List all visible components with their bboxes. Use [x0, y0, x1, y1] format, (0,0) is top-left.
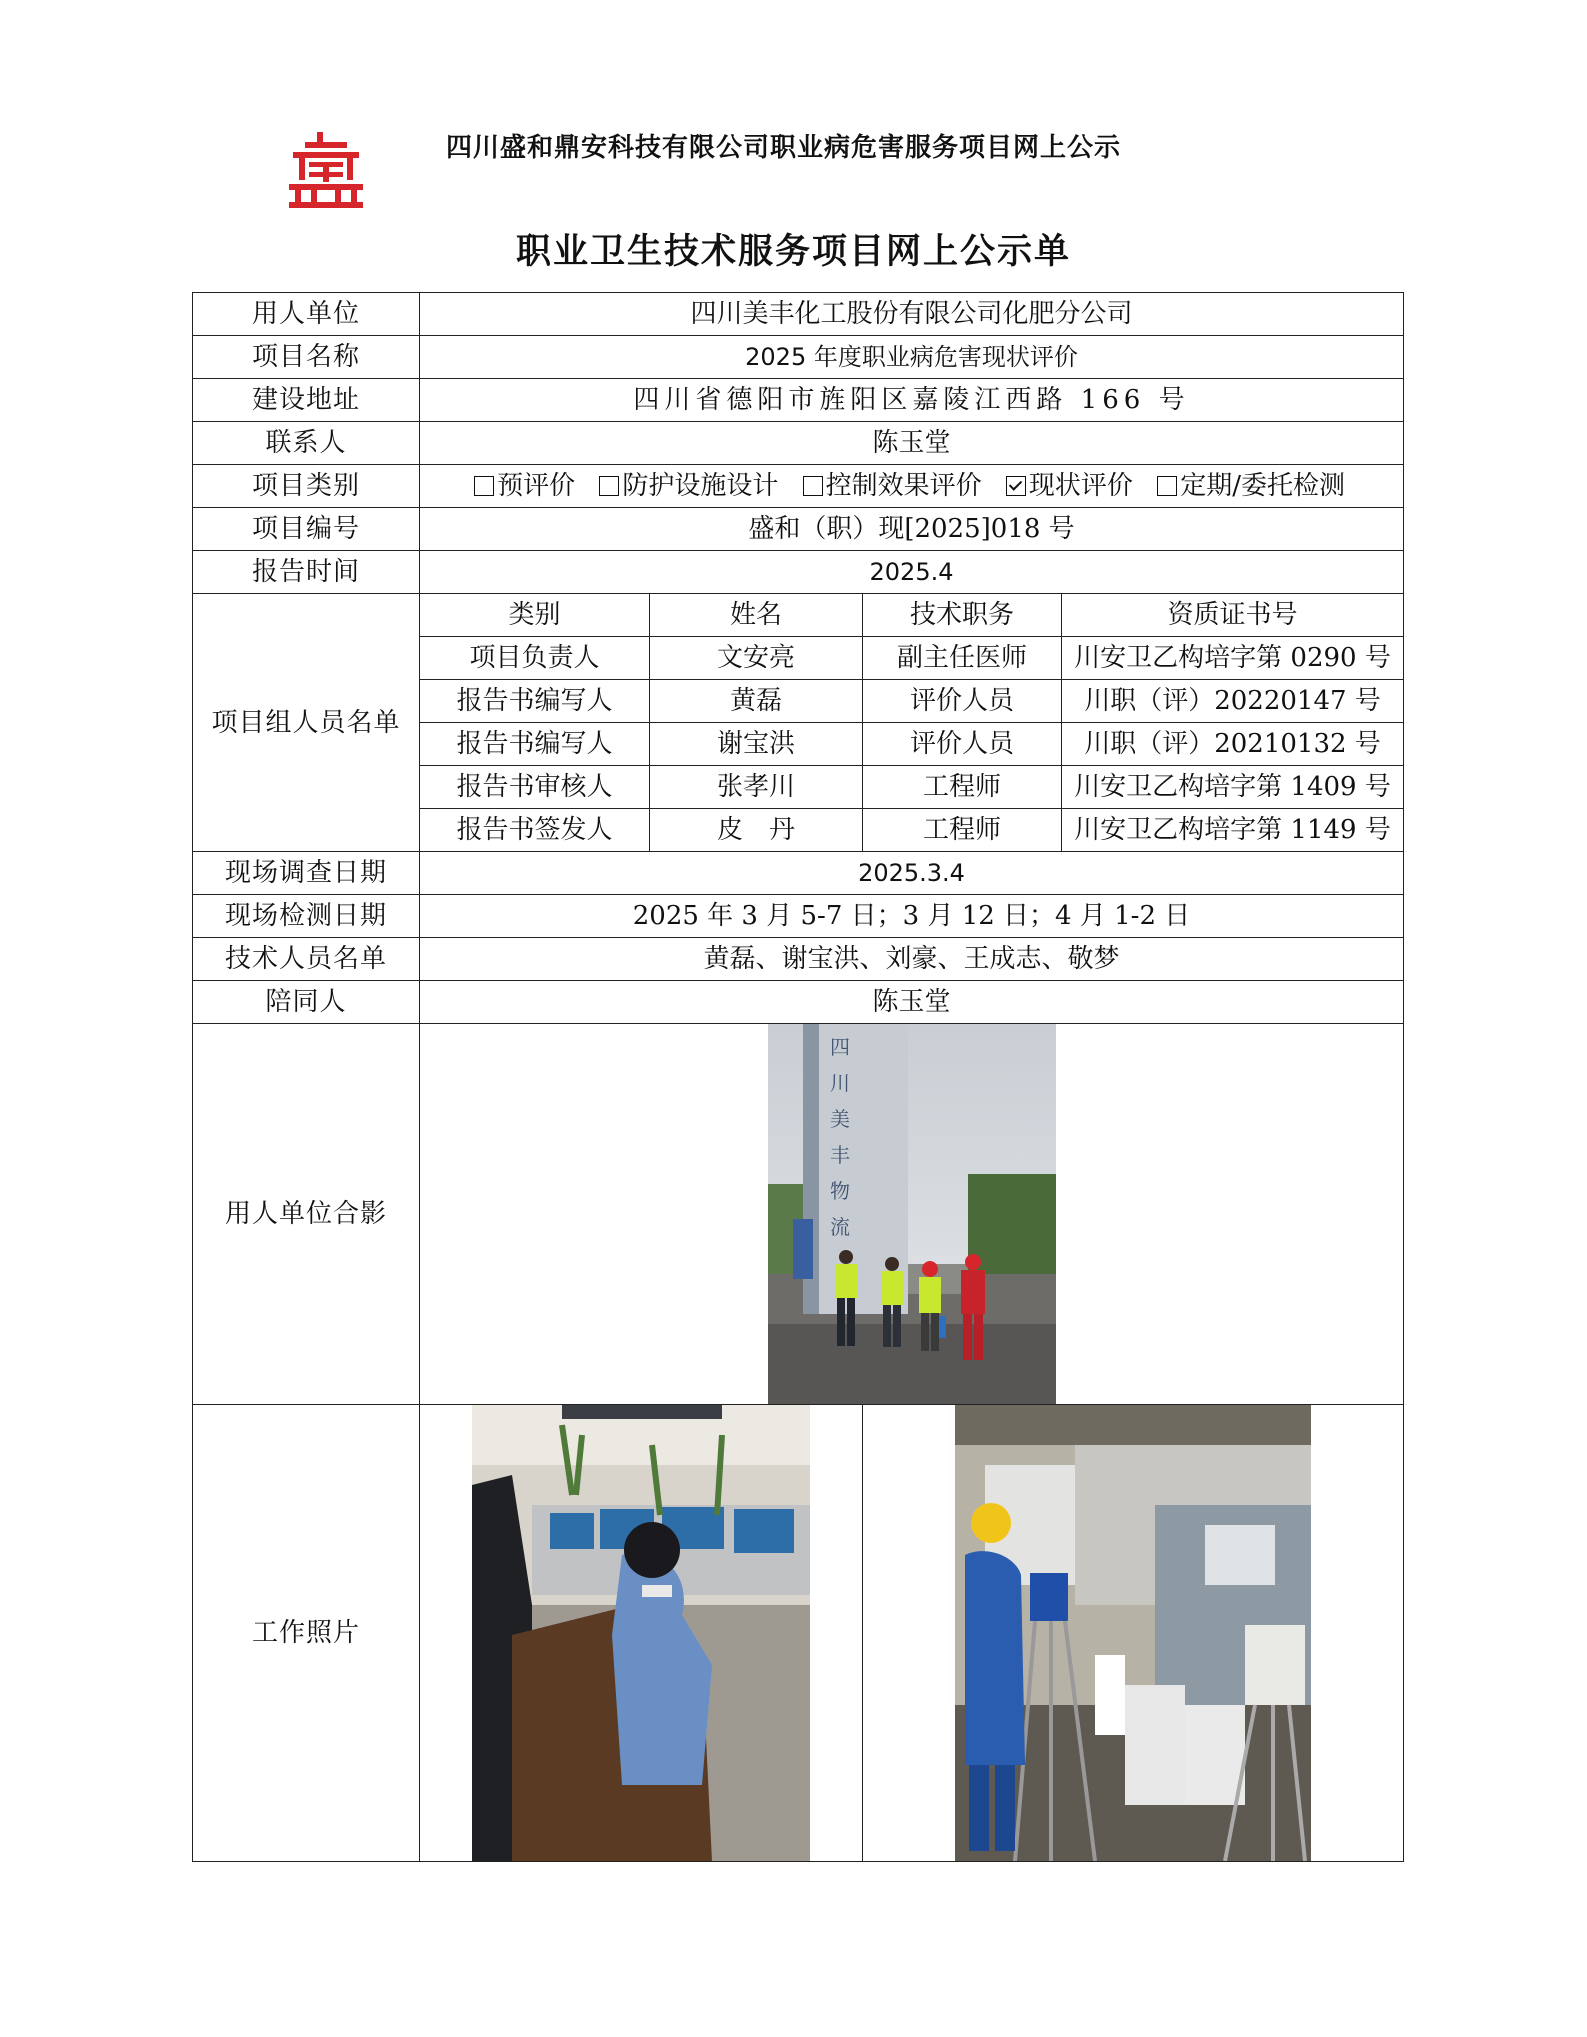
sign-text: 四川美丰物流 — [829, 1035, 850, 1239]
row-category — [193, 465, 1404, 508]
row-test-date — [193, 895, 1404, 938]
category-options — [420, 465, 1404, 508]
work-photo-cell-2 — [863, 1405, 1404, 1862]
label-test-date: 现场检测日期 — [193, 895, 420, 938]
company-logo — [287, 130, 365, 210]
team-cell: 皮 丹 — [650, 809, 863, 852]
label-contact: 联系人 — [193, 422, 420, 465]
team-cell: 工程师 — [863, 809, 1062, 852]
label-technicians: 技术人员名单 — [193, 938, 420, 981]
team-cell: 报告书签发人 — [420, 809, 650, 852]
label-survey-date: 现场调查日期 — [193, 852, 420, 895]
row-work-photos — [193, 1405, 1404, 1862]
team-cell: 评价人员 — [863, 723, 1062, 766]
row-technicians — [193, 938, 1404, 981]
value-employer: 四川美丰化工股份有限公司化肥分公司 — [420, 293, 1404, 336]
label-work-photos: 工作照片 — [193, 1405, 420, 1862]
team-cell: 川安卫乙构培字第 1149 号 — [1062, 809, 1404, 852]
value-technicians: 黄磊、谢宝洪、刘豪、王成志、敬梦 — [420, 938, 1404, 981]
checkbox-status-evaluation[interactable] — [1006, 470, 1133, 502]
team-cell: 川职（评）20220147 号 — [1062, 680, 1404, 723]
checkbox-control-effect[interactable] — [803, 470, 982, 502]
checkbox-periodic-testing[interactable] — [1157, 470, 1345, 502]
value-address: 四川省德阳市旌阳区嘉陵江西路 166 号 — [420, 379, 1404, 422]
team-header-cell: 技术职务 — [863, 594, 1062, 637]
checkbox-box — [599, 476, 619, 496]
label-category: 项目类别 — [193, 465, 420, 508]
value-accompany: 陈玉堂 — [420, 981, 1404, 1024]
row-contact — [193, 422, 1404, 465]
row-survey-date — [193, 852, 1404, 895]
checkbox-label: 预评价 — [497, 471, 576, 501]
team-cell: 黄磊 — [650, 680, 863, 723]
team-cell: 报告书编写人 — [420, 723, 650, 766]
checkbox-label: 定期/委托检测 — [1180, 471, 1345, 501]
team-cell: 川安卫乙构培字第 0290 号 — [1062, 637, 1404, 680]
value-project-no: 盛和（职）现[2025]018 号 — [420, 508, 1404, 551]
label-address: 建设地址 — [193, 379, 420, 422]
row-group-photo — [193, 1024, 1404, 1405]
work-photo-control-room — [472, 1405, 810, 1861]
label-employer: 用人单位 — [193, 293, 420, 336]
work-photo-cell-1 — [420, 1405, 863, 1862]
label-project-name: 项目名称 — [193, 336, 420, 379]
page-header — [287, 130, 1287, 210]
row-employer — [193, 293, 1404, 336]
disclosure-table — [192, 292, 1404, 1862]
team-cell: 报告书审核人 — [420, 766, 650, 809]
row-address — [193, 379, 1404, 422]
checkbox-box — [803, 476, 823, 496]
label-project-no: 项目编号 — [193, 508, 420, 551]
team-cell: 报告书编写人 — [420, 680, 650, 723]
checkbox-pre-evaluation[interactable] — [474, 470, 575, 502]
work-photo-field-testing — [955, 1405, 1311, 1861]
value-project-name: 2025 年度职业病危害现状评价 — [420, 336, 1404, 379]
checkbox-box — [1157, 476, 1177, 496]
value-test-date: 2025 年 3 月 5-7 日；3 月 12 日；4 月 1-2 日 — [420, 895, 1404, 938]
checkbox-label: 防护设施设计 — [622, 471, 779, 501]
document-title: 职业卫生技术服务项目网上公示单 — [515, 231, 1071, 272]
company-line: 四川盛和鼎安科技有限公司职业病危害服务项目网上公示 — [446, 133, 1122, 163]
checkbox-protection-design[interactable] — [599, 470, 778, 502]
row-report-time — [193, 551, 1404, 594]
group-photo — [768, 1024, 1056, 1404]
team-header-cell: 资质证书号 — [1062, 594, 1404, 637]
checkbox-box-checked — [1006, 476, 1026, 496]
team-cell: 川安卫乙构培字第 1409 号 — [1062, 766, 1404, 809]
group-photo-cell — [420, 1024, 1404, 1405]
team-cell: 副主任医师 — [863, 637, 1062, 680]
row-accompany — [193, 981, 1404, 1024]
team-cell: 谢宝洪 — [650, 723, 863, 766]
checkbox-label: 现状评价 — [1028, 471, 1133, 501]
team-cell: 张孝川 — [650, 766, 863, 809]
checkbox-label: 控制效果评价 — [825, 471, 982, 501]
value-contact: 陈玉堂 — [420, 422, 1404, 465]
label-accompany: 陪同人 — [193, 981, 420, 1024]
value-report-time: 2025.4 — [420, 551, 1404, 594]
label-group-photo: 用人单位合影 — [193, 1024, 420, 1405]
team-header-cell: 类别 — [420, 594, 650, 637]
team-cell: 川职（评）20210132 号 — [1062, 723, 1404, 766]
value-survey-date: 2025.3.4 — [420, 852, 1404, 895]
team-header-cell: 姓名 — [650, 594, 863, 637]
label-report-time: 报告时间 — [193, 551, 420, 594]
team-cell: 工程师 — [863, 766, 1062, 809]
checkbox-box — [474, 476, 494, 496]
team-cell: 文安亮 — [650, 637, 863, 680]
team-cell: 项目负责人 — [420, 637, 650, 680]
row-project-no — [193, 508, 1404, 551]
team-cell: 评价人员 — [863, 680, 1062, 723]
team-header-row — [193, 594, 1404, 637]
row-project-name — [193, 336, 1404, 379]
label-team: 项目组人员名单 — [193, 594, 420, 852]
